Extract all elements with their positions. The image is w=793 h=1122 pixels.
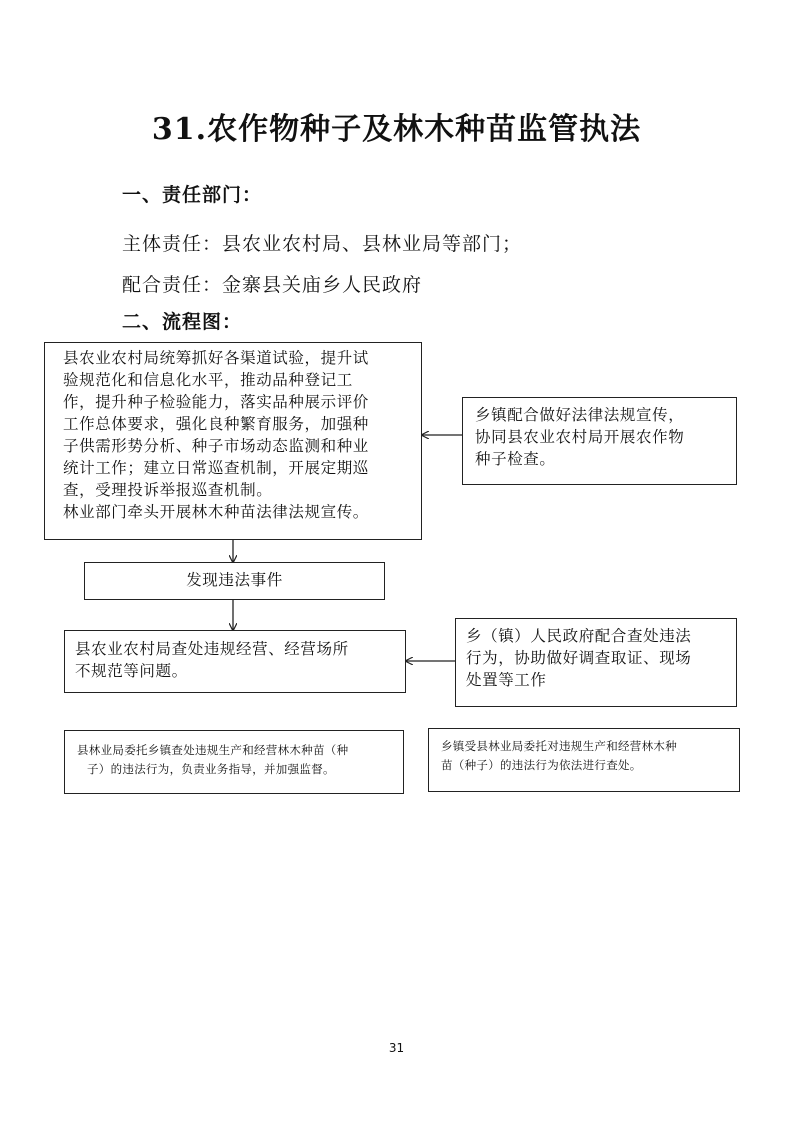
flow-box-township-cooperation	[462, 397, 737, 485]
section-heading-flowchart: 二、流程图：	[122, 311, 243, 333]
box-line: 不规范等问题。	[75, 662, 188, 680]
flow-box-county-investigation	[64, 630, 406, 693]
box-line: 处置等工作	[466, 671, 547, 689]
box-label: 发现违法事件	[186, 571, 283, 589]
flow-box-township-assist-investigation	[455, 618, 737, 707]
flow-box-discover-violation	[84, 562, 385, 600]
primary-responsibility: 主体责任：县农业农村局、县林业局等部门；	[122, 233, 523, 255]
box-line: 工作总体要求，强化良种繁育服务，加强种	[63, 415, 369, 433]
box-line: 行为，协助做好调查取证、现场	[466, 649, 692, 667]
box-line: 乡镇配合做好法律法规宣传，	[475, 406, 685, 424]
box-line: 作，提升种子检验能力，落实品种展示评价	[63, 393, 369, 411]
box-line: 验规范化和信息化水平，推动品种登记工	[63, 371, 353, 389]
flow-box-forestry-entrust	[64, 730, 404, 794]
document-title: 31.农作物种子及林木种苗监管执法	[151, 112, 642, 147]
box-line: 乡（镇）人民政府配合查处违法	[466, 627, 692, 645]
box-line: 子）的违法行为，负责业务指导，并加强监督。	[87, 762, 335, 776]
section-heading-responsibility: 一、责任部门：	[122, 184, 263, 206]
box-line: 查，受理投诉举报巡查机制。	[63, 481, 273, 499]
page-number: 31	[388, 1041, 405, 1055]
flow-box-township-entrusted-enforcement	[428, 728, 740, 792]
cooperating-responsibility: 配合责任：金寨县关庙乡人民政府	[122, 274, 423, 296]
box-line: 县林业局委托乡镇查处违规生产和经营林木种苗（种	[77, 743, 349, 757]
box-line: 统计工作；建立日常巡查机制，开展定期巡	[63, 459, 369, 477]
box-line: 子供需形势分析、种子市场动态监测和种业	[63, 437, 369, 455]
box-line: 县农业农村局统筹抓好各渠道试验，提升试	[63, 349, 369, 367]
box-line: 协同县农业农村局开展农作物	[475, 428, 685, 446]
box-line: 种子检查。	[475, 450, 556, 468]
box-line: 苗（种子）的违法行为依法进行查处。	[441, 758, 642, 772]
box-line: 林业部门牵头开展林木种苗法律法规宣传。	[63, 503, 369, 521]
flow-box-county-agriculture-duties	[44, 342, 422, 540]
box-line: 县农业农村局查处违规经营、经营场所	[75, 640, 349, 658]
box-line: 乡镇受县林业局委托对违规生产和经营林木种	[441, 739, 677, 753]
